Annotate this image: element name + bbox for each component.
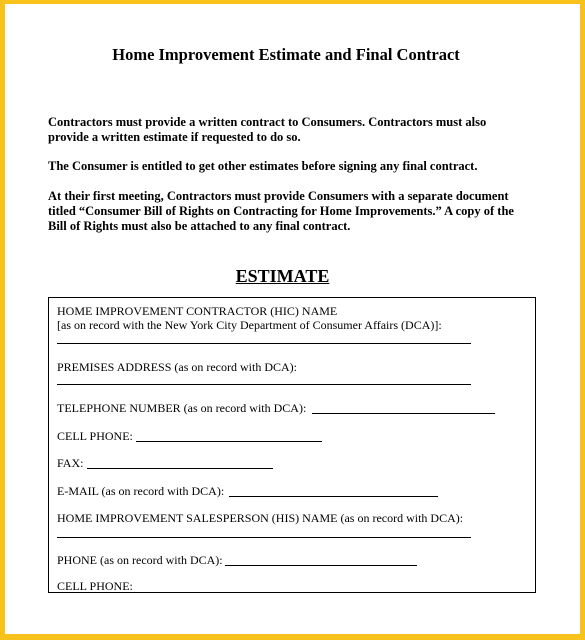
salesperson-name-label: HOME IMPROVEMENT SALESPERSON (HIS) NAME (as on record with DCA): (57, 511, 464, 525)
fax-field[interactable] (87, 468, 273, 469)
intro-paragraph-contracts: Contractors must provide a written contract to Consumers. Contractors must also provide a written estimate if requested to do so. (48, 115, 487, 144)
phone-field[interactable] (225, 565, 417, 566)
cell-phone-2-label: CELL PHONE: (57, 579, 133, 593)
intro-paragraph-estimates: The Consumer is entitled to get other estimates before signing any final contract. (48, 159, 478, 173)
cell-phone-field[interactable] (136, 441, 322, 442)
salesperson-name-field[interactable] (57, 537, 471, 538)
fax-label: FAX: (57, 456, 84, 470)
hic-name-field[interactable] (57, 343, 471, 344)
document-title: Home Improvement Estimate and Final Contract (112, 45, 460, 64)
telephone-label: TELEPHONE NUMBER (as on record with DCA): (57, 401, 307, 415)
premises-address-label: PREMISES ADDRESS (as on record with DCA): (57, 360, 298, 374)
email-field[interactable] (229, 496, 438, 497)
estimate-heading: ESTIMATE (235, 266, 330, 286)
intro-paragraph-bill-of-rights: At their first meeting, Contractors must provide Consumers with a separate document titled “Consumer Bill of Rights on Contracting for Home Improvements.” A copy of the Bill of Rights must also be attached to any final contract. (48, 189, 514, 233)
telephone-field[interactable] (312, 413, 495, 414)
hic-name-sublabel: [as on record with the New York City Department of Consumer Affairs (DCA)]: (57, 318, 442, 332)
document-page (5, 4, 580, 634)
hic-name-label: HOME IMPROVEMENT CONTRACTOR (HIC) NAME (57, 304, 338, 318)
email-label: E-MAIL (as on record with DCA): (57, 484, 225, 498)
phone-label: PHONE (as on record with DCA): (57, 553, 223, 567)
cell-phone-label: CELL PHONE: (57, 429, 133, 443)
premises-address-field[interactable] (57, 384, 471, 385)
estimate-form (48, 297, 536, 593)
